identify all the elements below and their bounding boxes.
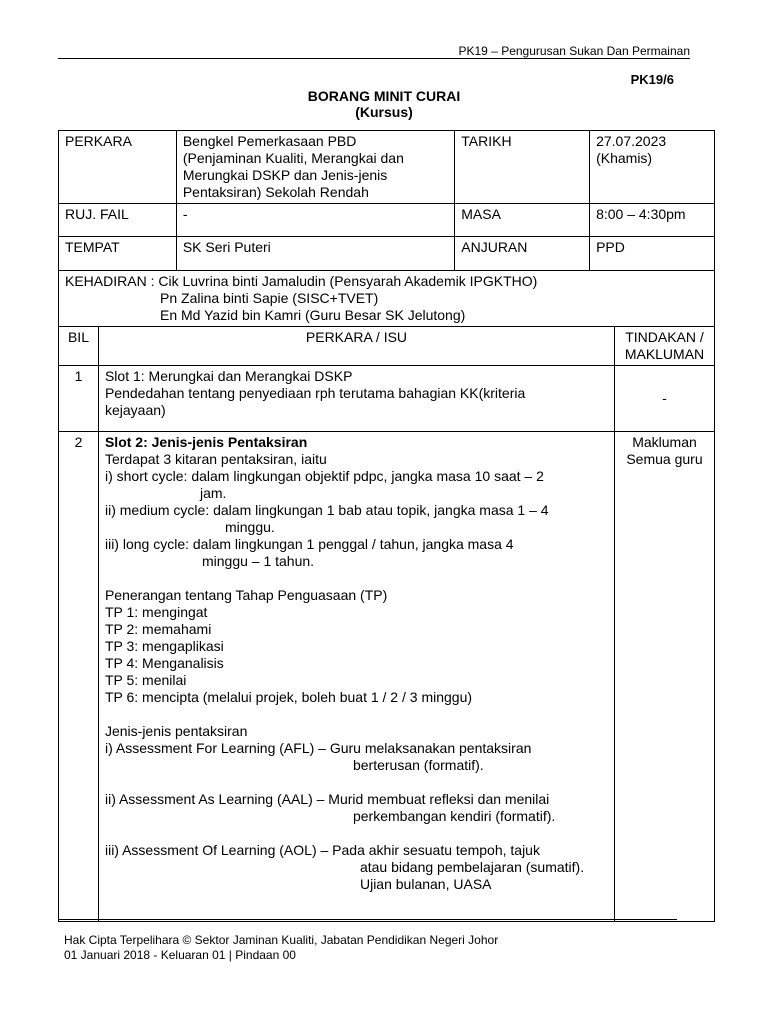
text-line: minggu. <box>224 519 275 535</box>
form-subtitle: (Kursus) <box>355 104 413 120</box>
doc-code: PK19/6 <box>630 72 674 87</box>
text-line: perkembangan kendiri (formatif). <box>352 808 556 824</box>
form-title: BORANG MINIT CURAI <box>307 88 461 104</box>
slot-heading: Slot 2: Jenis-jenis Pentaksiran <box>104 434 308 450</box>
text-line: TP 5: menilai <box>104 672 187 688</box>
tindakan-line: Semua guru <box>626 451 703 467</box>
anjuran-label: ANJURAN <box>455 237 590 271</box>
table-row <box>59 432 715 922</box>
tempat-value: SK Seri Puteri <box>176 237 454 271</box>
tindakan-header <box>614 327 714 366</box>
text-line: Jenis-jenis pentaksiran <box>104 723 248 739</box>
text-line: i) Assessment For Learning (AFL) – Guru melaksanakan pentaksiran <box>104 740 532 756</box>
text-line: Penerangan tentang Tahap Penguasaan (TP) <box>104 587 388 603</box>
ruj-value: - <box>176 204 454 237</box>
text-line: ii) Assessment As Learning (AAL) – Murid membuat refleksi dan menilai <box>104 791 550 807</box>
row-tindakan: - <box>614 366 714 432</box>
footer-edition: 01 Januari 2018 - Keluaran 01 | Pindaan 00 <box>64 948 296 962</box>
table-row <box>59 366 715 432</box>
anjuran-value: PPD <box>590 237 715 271</box>
masa-label: MASA <box>455 204 590 237</box>
meta-row-tempat <box>59 237 715 271</box>
text-line: Slot 1: Merungkai dan Merangkai DSKP <box>104 368 353 384</box>
text-line: TP 6: mencipta (melalui projek, boleh buat 1 / 2 / 3 minggu) <box>104 689 473 705</box>
tindakan-line: Makluman <box>632 434 697 450</box>
kehadiran-cell <box>59 271 715 327</box>
tindakan-header-line: TINDAKAN / <box>625 329 704 345</box>
tarikh-line: 27.07.2023 <box>596 133 667 149</box>
tindakan-header-line: MAKLUMAN <box>624 346 705 362</box>
text-line: jam. <box>199 485 227 501</box>
masa-value: 8:00 – 4:30pm <box>590 204 715 237</box>
attendee-3: En Md Yazid bin Kamri (Guru Besar SK Jelutong) <box>160 307 466 323</box>
meta-row-perkara <box>59 131 715 204</box>
row-bil: 1 <box>59 366 99 432</box>
page-header <box>58 44 690 59</box>
tempat-label: TEMPAT <box>59 237 177 271</box>
minutes-table <box>58 130 715 922</box>
text-line: iii) Assessment Of Learning (AOL) – Pada akhir sesuatu tempoh, tajuk <box>104 842 540 858</box>
row-tindakan <box>614 432 714 922</box>
text-line: TP 3: mengaplikasi <box>104 638 224 654</box>
text-line: Terdapat 3 kitaran pentaksiran, iaitu <box>104 451 327 467</box>
perkara-value <box>176 131 454 204</box>
attendee-1: Cik Luvrina binti Jamaludin (Pensyarah Akademik IPGKTHO) <box>158 273 538 289</box>
meta-row-ruj <box>59 204 715 237</box>
text-line: Pendedahan tentang penyediaan rph terutama bahagian KK(kriteria <box>104 385 526 401</box>
table-head-row <box>59 327 715 366</box>
row-content <box>98 366 614 432</box>
attendee-2: Pn Zalina binti Sapie (SISC+TVET) <box>160 290 379 306</box>
ruj-label: RUJ. FAIL <box>59 204 177 237</box>
footer-divider <box>58 919 677 920</box>
text-line: TP 4: Menganalisis <box>104 655 224 671</box>
text-line: berterusan (formatif). <box>352 757 484 773</box>
perkara-isu-header: PERKARA / ISU <box>98 327 614 366</box>
tarikh-label: TARIKH <box>455 131 590 204</box>
row-content <box>98 432 614 922</box>
row-bil: 2 <box>59 432 99 922</box>
perkara-label: PERKARA <box>59 131 177 204</box>
text-line: TP 1: mengingat <box>104 604 208 620</box>
perkara-line: Bengkel Pemerkasaan PBD <box>182 133 357 149</box>
text-line: kejayaan) <box>104 402 166 418</box>
text-line: Ujian bulanan, UASA <box>359 876 492 892</box>
header-text: PK19 – Pengurusan Sukan Dan Permainan <box>458 44 690 58</box>
perkara-line: Merungkai DSKP dan Jenis-jenis <box>182 167 388 183</box>
footer-copyright: Hak Cipta Terpelihara © Sektor Jaminan Kualiti, Jabatan Pendidikan Negeri Johor <box>64 933 499 947</box>
tarikh-value <box>590 131 715 204</box>
text-line: iii) long cycle: dalam lingkungan 1 penggal / tahun, jangka masa 4 <box>104 536 514 552</box>
bil-header: BIL <box>59 327 99 366</box>
text-line: TP 2: memahami <box>104 621 212 637</box>
perkara-line: (Penjaminan Kualiti, Merangkai dan <box>182 150 404 166</box>
text-line: i) short cycle: dalam lingkungan objektif pdpc, jangka masa 10 saat – 2 <box>104 468 544 484</box>
tarikh-line: (Khamis) <box>596 150 653 166</box>
text-line: minggu – 1 tahun. <box>201 553 315 569</box>
text-line: ii) medium cycle: dalam lingkungan 1 bab atau topik, jangka masa 1 – 4 <box>104 502 549 518</box>
text-line: atau bidang pembelajaran (sumatif). <box>359 859 585 875</box>
kehadiran-label: KEHADIRAN : <box>65 273 159 289</box>
kehadiran-row <box>59 271 715 327</box>
perkara-line: Pentaksiran) Sekolah Rendah <box>182 184 369 200</box>
